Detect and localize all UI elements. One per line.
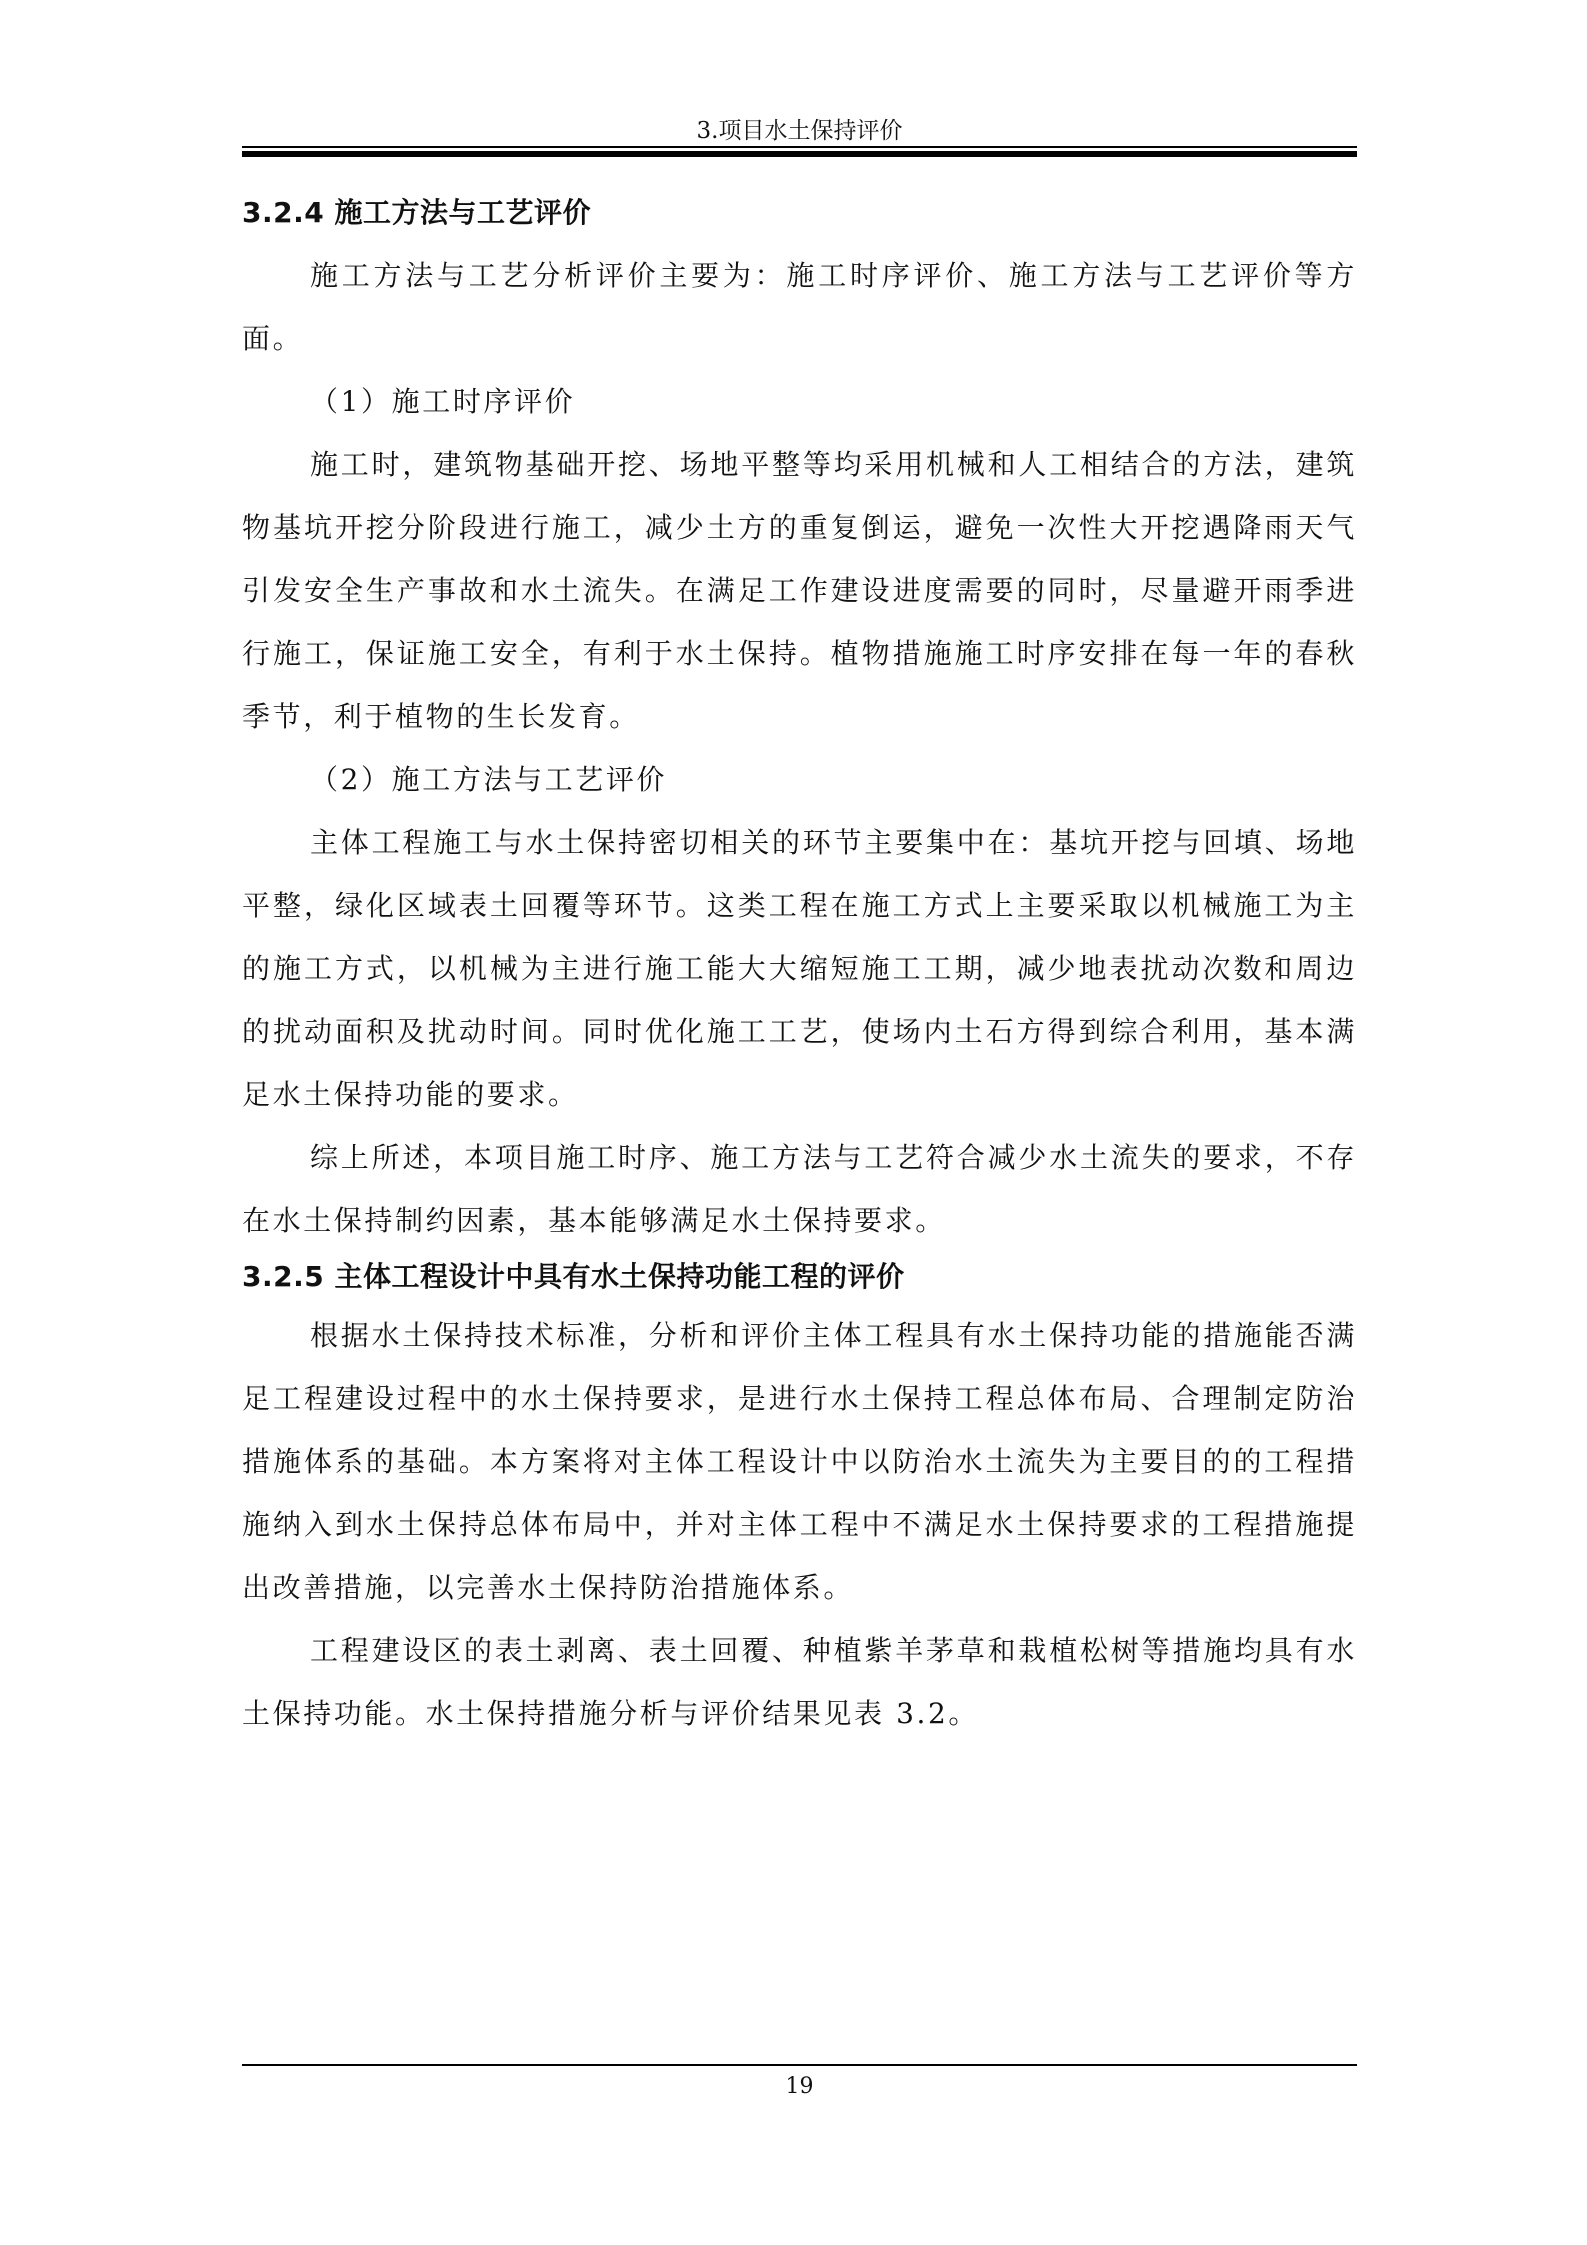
subheading-construction-method: （2）施工方法与工艺评价	[310, 763, 668, 796]
paragraph-evaluation-basis: 根据水土保持技术标准，分析和评价主体工程具有水土保持功能的措施能否满足工程建设过程中的水土保持要求，是进行水土保持工程总体布局、合理制定防治措施体系的基础。本方案将对主体工程设计中以防治水土流失为主要目的的工程措施纳入到水土保持总体布局中，并对主体工程中不满足水土保持要求的工程措施提出改善措施，以完善水土保持防治措施体系。	[242, 1319, 1357, 1604]
paragraph-measures: 工程建设区的表土剥离、表土回覆、种植紫羊茅草和栽植松树等措施均具有水土保持功能。水土保持措施分析与评价结果见表 3.2。	[242, 1634, 1357, 1730]
paragraph-summary: 综上所述，本项目施工时序、施工方法与工艺符合减少水土流失的要求，不存在水土保持制约因素，基本能够满足水土保持要求。	[242, 1141, 1357, 1237]
header-rule-thick	[242, 151, 1357, 157]
paragraph-construction-method: 主体工程施工与水土保持密切相关的环节主要集中在：基坑开挖与回填、场地平整，绿化区域表土回覆等环节。这类工程在施工方式上主要采取以机械施工为主的施工方式，以机械为主进行施工能大大缩短施工工期，减少地表扰动次数和周边的扰动面积及扰动时间。同时优化施工工艺，使场内土石方得到综合利用，基本满足水土保持功能的要求。	[242, 826, 1357, 1111]
footer-rule	[242, 2064, 1357, 2066]
paragraph-intro: 施工方法与工艺分析评价主要为：施工时序评价、施工方法与工艺评价等方面。	[242, 259, 1357, 355]
page-number: 19	[785, 2074, 814, 2099]
header-rule-thin	[242, 146, 1357, 148]
subheading-construction-sequence: （1）施工时序评价	[310, 385, 576, 418]
page-body	[242, 190, 1357, 1745]
section-heading-3-2-5: 3.2.5 主体工程设计中具有水土保持功能工程的评价	[242, 1260, 905, 1293]
running-header: 3.项目水土保持评价	[696, 118, 903, 144]
paragraph-construction-sequence: 施工时，建筑物基础开挖、场地平整等均采用机械和人工相结合的方法，建筑物基坑开挖分阶段进行施工，减少土方的重复倒运，避免一次性大开挖遇降雨天气引发安全生产事故和水土流失。在满足工作建设进度需要的同时，尽量避开雨季进行施工，保证施工安全，有利于水土保持。植物措施施工时序安排在每一年的春秋季节，利于植物的生长发育。	[242, 448, 1357, 733]
section-heading-3-2-4: 3.2.4 施工方法与工艺评价	[242, 196, 591, 229]
